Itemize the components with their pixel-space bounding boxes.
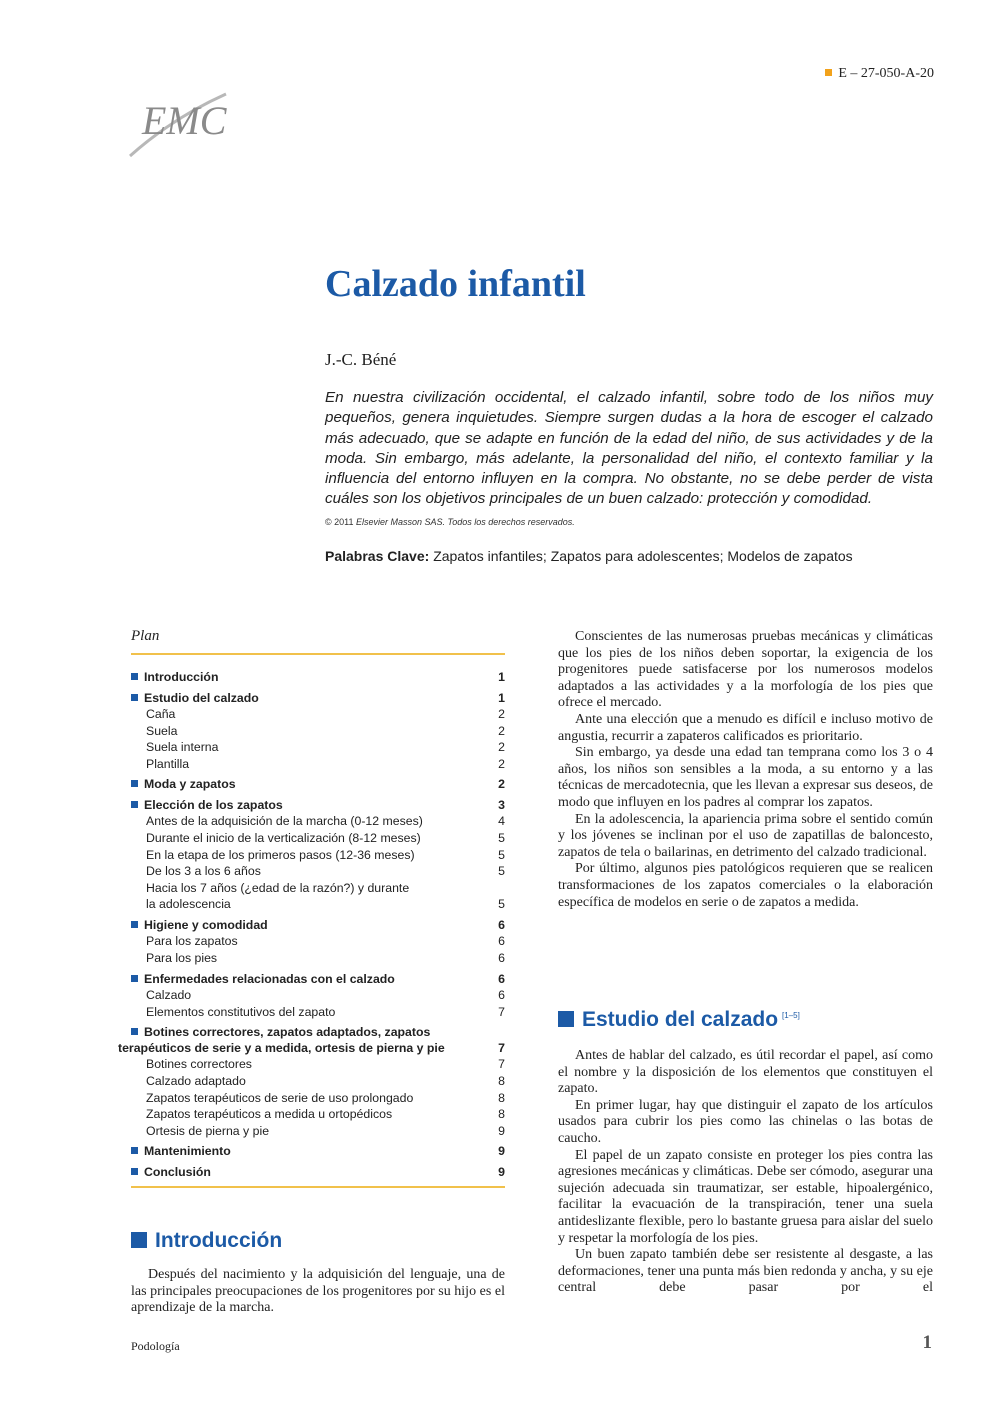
paragraph: En la adolescencia, la apariencia prima sobre el sentido común y los jóvenes se inclinan por el uso de zapatillas de baloncesto, zapatos de tela o bailarinas, en detrimento del calzado tradicional.	[558, 811, 933, 860]
emc-logo-text: EMC	[142, 98, 227, 143]
toc-section-label: Mantenimiento	[131, 1143, 231, 1160]
toc-section-label: Botines correctores, zapatos adaptados, zapatos terapéuticos de serie y a medida, ortesis de pierna y pie	[118, 1025, 445, 1056]
toc-subsection-row	[131, 863, 505, 880]
paragraph: Sin embargo, ya desde una edad tan temprana como los 3 o 4 años, los niños son sensibles a la moda, a su entorno y a las técnicas de mercadotecnia, que les llevan a expresar sus deseos, de modo que influyen en los padres al comprar los zapatos.	[558, 745, 933, 810]
journal-name: Podología	[131, 1339, 180, 1353]
toc-subsection-label: Hacia los 7 años (¿edad de la razón?) y durante	[146, 880, 410, 895]
toc-section-page: 2	[498, 777, 505, 792]
toc-section-row	[131, 971, 505, 988]
toc-subsection-page: 4	[498, 814, 505, 829]
toc-subsection-page: 5	[498, 830, 505, 845]
citation-ref: [1–5]	[782, 1011, 800, 1020]
toc-subsection-page: 2	[498, 740, 505, 755]
copyright-line: © 2011 Elsevier Masson SAS. Todos los derechos reservados.	[325, 517, 575, 527]
toc-section-label: Introducción	[131, 669, 218, 686]
toc-subsection-label: Suela	[146, 723, 178, 738]
toc-subsection-page: 8	[498, 1073, 505, 1088]
toc-subsection-row	[131, 896, 505, 913]
toc-section-row	[131, 917, 505, 934]
toc-subsection-label: De los 3 a los 6 años	[146, 864, 261, 879]
toc-subsection-row	[131, 987, 505, 1004]
toc-subsection-page: 8	[498, 1107, 505, 1122]
toc-section-page: 3	[498, 797, 505, 812]
toc-subsection-page: 2	[498, 707, 505, 721]
toc-subsection-label: En la etapa de los primeros pasos (12-36 meses)	[146, 847, 415, 862]
toc-subsection-row	[131, 950, 505, 967]
toc-section-label: Enfermedades relacionadas con el calzado	[131, 971, 395, 988]
paragraph: El papel de un zapato consiste en proteger los pies contra las agresiones mecánicas y climáticas. Debe ser cómodo, asegurar una sujeción adecuada sin traumatizar, ser estable, hipoalergénico, facilitar la evacuación de la transpiración, tener una suela antideslizante flexible, pero lo bastante gruesa para aislar del suelo y respetar la morfología de los pies.	[558, 1147, 933, 1246]
article-author: J.-C. Béné	[325, 350, 397, 369]
toc-subsection-page: 6	[498, 951, 505, 966]
toc-subsection-page: 7	[498, 1057, 505, 1072]
toc-subsection-label: Caña	[146, 707, 176, 721]
toc-list	[118, 655, 505, 1186]
toc-section-label: Conclusión	[131, 1164, 211, 1181]
toc-subsection-page: 8	[498, 1090, 505, 1105]
toc-subsection-label: Elementos constitutivos del zapato	[146, 1004, 336, 1019]
toc-section-page: 1	[498, 690, 505, 705]
right-column-intro-text	[558, 629, 933, 911]
paragraph: Conscientes de las numerosas pruebas mecánicas y climáticas que los pies de los niños deben soportar, la exigencia de los progenitores puede satisfacerse por los numerosos modelos adaptados a las actividades y a la morfología de los pies que ofrece el mercado.	[558, 629, 933, 711]
intro-paragraph: Después del nacimiento y la adquisición del lenguaje, una de las principales preocupaciones de los progenitores por su hijo es el aprendizaje de la marcha.	[131, 1267, 505, 1316]
toc-subsection-row	[131, 1073, 505, 1090]
toc-subsection-label: Zapatos terapéuticos de serie de uso prolongado	[146, 1090, 414, 1105]
orange-square-icon	[825, 69, 832, 76]
toc-section-row	[131, 690, 505, 707]
toc-section-row	[131, 1143, 505, 1160]
toc-subsection-row	[131, 756, 505, 773]
toc-subsection-page: 6	[498, 934, 505, 949]
toc-section-label: Estudio del calzado	[131, 690, 259, 707]
toc-subsection-row	[131, 1090, 505, 1107]
toc-subsection-row	[131, 1056, 505, 1073]
article-title: Calzado infantil	[325, 263, 586, 305]
toc-subsection-row	[131, 723, 505, 740]
section-heading-estudio: Estudio del calzado [1–5]	[558, 1008, 800, 1032]
toc-subsection-row	[131, 1004, 505, 1021]
paragraph: Un buen zapato también debe ser resistente al desgaste, a las deformaciones, tener una punta más bien redonda y ancha, y su eje central debe pasar por el	[558, 1247, 933, 1296]
keywords-line: Palabras Clave: Zapatos infantiles; Zapatos para adolescentes; Modelos de zapatos	[325, 548, 853, 564]
toc-subsection-label: Antes de la adquisición de la marcha (0-12 meses)	[146, 814, 423, 829]
toc-subsection-page: 2	[498, 756, 505, 771]
toc-subsection-label: Plantilla	[146, 756, 190, 771]
plan-bottom-rule	[131, 1186, 505, 1188]
toc-section-page: 1	[498, 670, 505, 684]
plan-title: Plan	[131, 628, 160, 644]
page-number: 1	[922, 1332, 932, 1353]
paragraph: Ante una elección que a menudo es difícil e incluso motivo de angustia, recurrir a zapateros calificados es prioritario.	[558, 711, 933, 744]
toc-section-row	[118, 1024, 505, 1056]
toc-subsection-row	[131, 880, 505, 897]
toc-subsection-label: Botines correctores	[146, 1057, 252, 1072]
blue-square-icon	[131, 1232, 147, 1248]
toc-subsection-row	[131, 830, 505, 847]
toc-section-row	[131, 797, 505, 814]
article-abstract: En nuestra civilización occidental, el calzado infantil, sobre todo de los niños muy pequeños, genera inquietudes. Siempre surgen dudas a la hora de escoger el calzado más adecuado, que se adapte en función de la edad del niño, de sus actividades y de la moda. Sin embargo, más adelante, la personalidad del niño, el contexto familiar y la influencia del entorno influyen en la compra. No obstante, no se debe perder de vista cuáles son los objetivos principales de un buen calzado: protección y comodidad.	[325, 389, 933, 508]
toc-subsection-page: 5	[498, 897, 505, 912]
toc-subsection-label: Calzado	[146, 988, 192, 1003]
toc-section-page: 6	[498, 971, 505, 986]
toc-section-label: Elección de los zapatos	[131, 797, 283, 814]
emc-logo	[128, 76, 228, 160]
toc-section-row	[131, 776, 505, 793]
toc-subsection-label: Suela interna	[146, 740, 219, 755]
toc-section-page: 7	[498, 1040, 505, 1055]
toc-section-page: 6	[498, 917, 505, 932]
toc-section-label: Higiene y comodidad	[131, 917, 268, 934]
article-reference: E – 27-050-A-20	[825, 66, 934, 82]
toc-subsection-label: Calzado adaptado	[146, 1073, 246, 1088]
toc-section-row	[131, 1164, 505, 1181]
toc-subsection-label: Ortesis de pierna y pie	[146, 1123, 270, 1138]
toc-section-page: 9	[498, 1164, 505, 1179]
toc-subsection-page: 5	[498, 847, 505, 862]
table-of-contents	[118, 628, 505, 1188]
toc-subsection-page: 9	[498, 1123, 505, 1138]
toc-subsection-label: Para los pies	[146, 951, 218, 966]
paragraph: Por último, algunos pies patológicos requieren que se realicen transformaciones de los zapatos comerciales o la elaboración específica de modelos en serie o de zapatos a medida.	[558, 861, 933, 910]
toc-subsection-row	[131, 1123, 505, 1140]
section-heading-introduccion: Introducción	[131, 1229, 282, 1253]
toc-subsection-row	[131, 739, 505, 756]
toc-subsection-page: 7	[498, 1004, 505, 1019]
toc-subsection-label: Durante el inicio de la verticalización (8-12 meses)	[146, 830, 421, 845]
toc-subsection-label: Zapatos terapéuticos a medida u ortopédicos	[146, 1107, 393, 1122]
paragraph: En primer lugar, hay que distinguir el zapato de los artículos usados para cubrir los pies como las chinelas o las botas de caucho.	[558, 1097, 933, 1146]
toc-section-label: Moda y zapatos	[131, 776, 236, 793]
toc-subsection-row	[131, 813, 505, 830]
toc-subsection-row	[131, 706, 505, 723]
toc-section-page: 9	[498, 1144, 505, 1159]
toc-subsection-page: 6	[498, 988, 505, 1003]
estudio-text	[558, 1048, 933, 1297]
toc-subsection-label: la adolescencia	[146, 897, 231, 912]
blue-square-icon	[558, 1011, 574, 1027]
toc-subsection-row	[131, 933, 505, 950]
toc-subsection-page: 2	[498, 723, 505, 738]
toc-subsection-page: 5	[498, 864, 505, 879]
toc-subsection-row	[131, 1106, 505, 1123]
paragraph: Antes de hablar del calzado, es útil recordar el papel, así como el nombre y la disposición de los elementos que constituyen el zapato.	[558, 1048, 933, 1097]
toc-subsection-label: Para los zapatos	[146, 934, 238, 949]
toc-subsection-row	[131, 847, 505, 864]
toc-section-row	[131, 669, 505, 686]
